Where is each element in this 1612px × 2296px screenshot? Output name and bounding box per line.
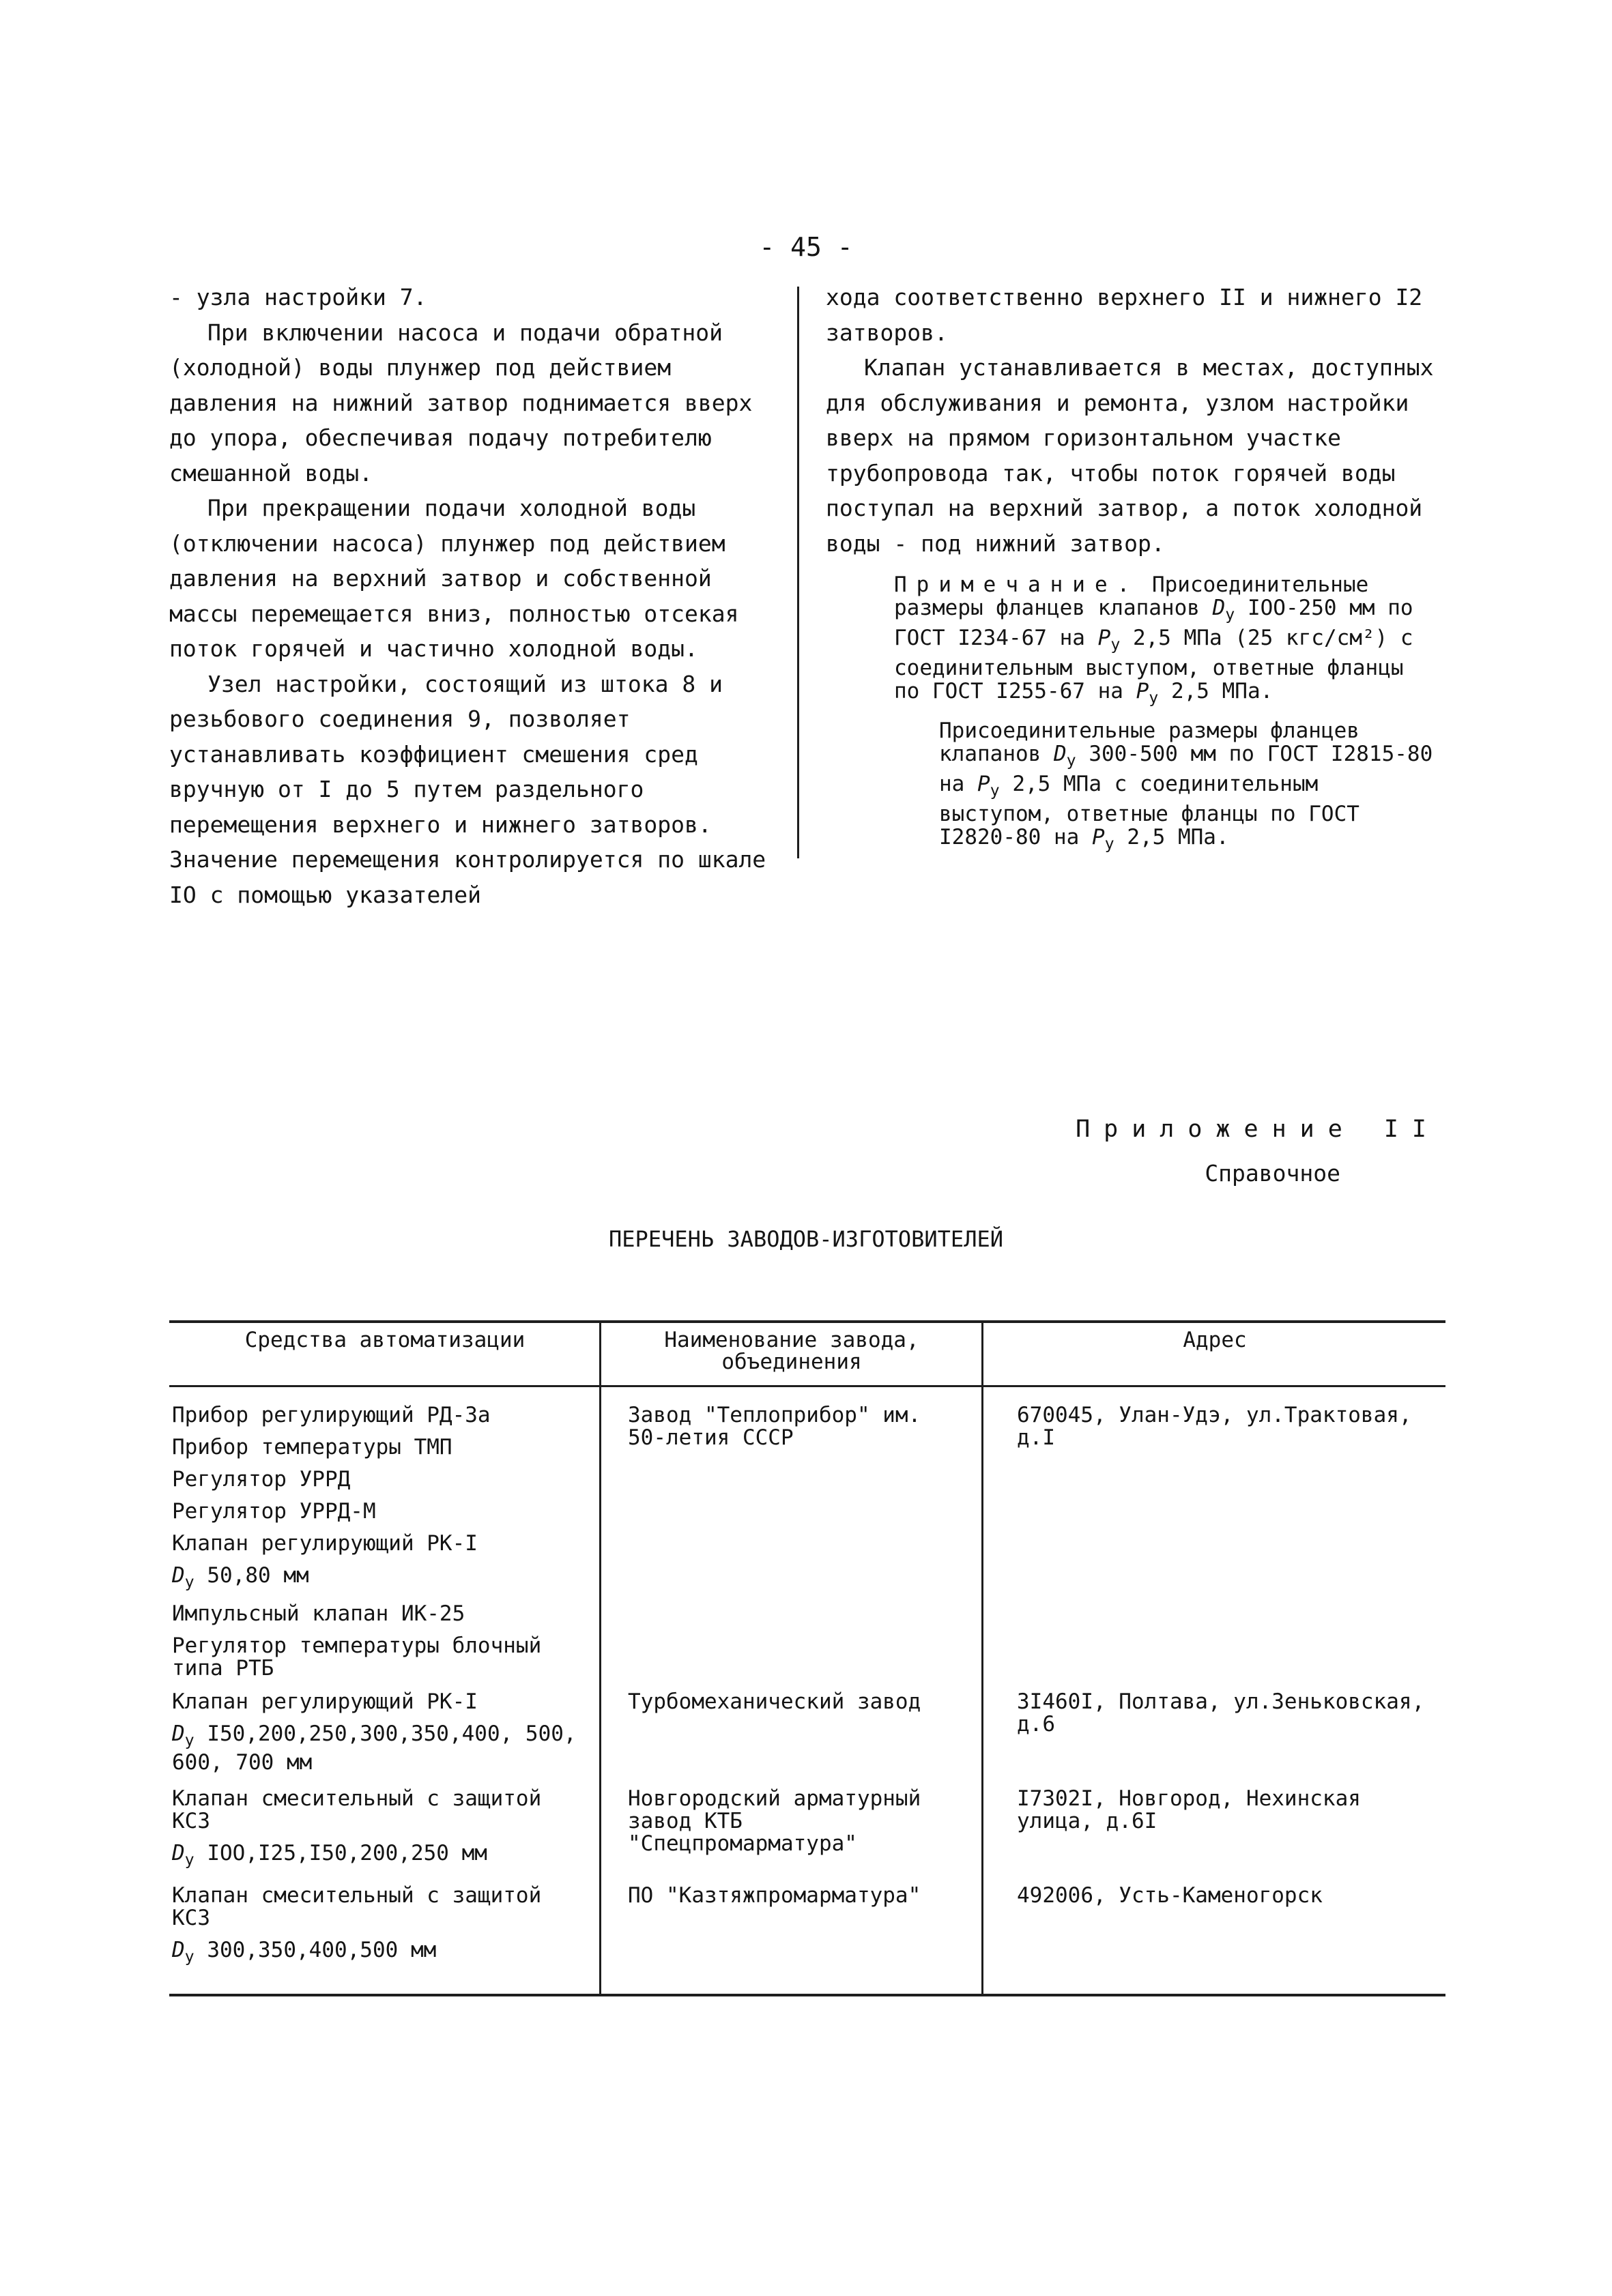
note-1-part-b: IOO-250 мм по ГОСТ I234-67 на [894,596,1413,650]
py-symbol: P [1097,625,1111,650]
table-row-1-item: Регулятор температуры блочный типа РТБ [172,1633,542,1681]
table-row-1-item: Импульсный клапан ИК-25 [172,1601,465,1626]
table-top-rule [169,1320,1445,1323]
table-row-3-sizes: IOO,I25,I50,200,250 мм [207,1841,487,1865]
table-row-1-item: Регулятор УРРД [172,1467,351,1492]
table-row-4-sizes: 300,350,400,500 мм [207,1938,437,1962]
py-symbol: P [1091,824,1105,849]
table-row-3-item: Клапан смесительный с защитой КСЗ [172,1786,542,1833]
table-header-address: Адрес [1183,1328,1247,1352]
dy-subscript: у [1066,751,1076,770]
table-header-factory: Наименование завода, объединения [664,1328,919,1374]
dy-subscript: у [184,1947,195,1966]
note-block [826,573,1440,856]
py-subscript: у [1110,635,1121,654]
dy-subscript: у [184,1730,195,1749]
table-row-4-means [172,1885,581,1968]
dy-symbol: D [172,1841,185,1865]
note-2-part-d: 2,5 МПа. [1127,824,1229,849]
note-1-part-d: 2,5 МПа. [1170,678,1273,703]
column-divider [797,287,799,858]
py-symbol: P [1136,678,1149,703]
appendix-title: Приложение II [1076,1116,1440,1143]
table-row-1-item [172,1565,581,1593]
note-2-part-c: 2,5 МПа с соединительным выступом, ответные фланцы по ГОСТ I2820-80 на [939,771,1359,849]
table-bottom-rule [169,1994,1445,1996]
table-column-rule-2 [981,1322,983,1995]
table-row-2-address: 3I460I, Полтава, ул.Зеньковская, д.6 [1017,1689,1425,1736]
dy-subscript: у [184,1850,195,1869]
dy-subscript: у [184,1572,195,1591]
right-column [826,280,1440,865]
table-row-2-factory: Турбомеханический завод [628,1689,921,1714]
table-row-2-item: Клапан регулирующий РК-I [172,1689,478,1714]
right-paragraph-1: хода соответственно верхнего II и нижнего I2 затворов. [826,284,1423,346]
dy-subscript: у [1225,605,1235,624]
table-row-1-item: Прибор регулирующий РД-3а [172,1403,491,1427]
table-row-1-item: Клапан регулирующий РК-I [172,1531,478,1556]
table-row-2-item [172,1723,581,1774]
table-row-4-item [172,1939,581,1968]
right-paragraph-2: Клапан устанавливается в местах, доступных для обслуживания и ремонта, узлом настройки вверх на прямом горизонтальном участке трубопровода так, чтобы поток горячей воды поступал на верхний затвор, а поток холодной воды - под нижний затвор. [826,354,1434,557]
table-row-1-address: 670045, Улан-Удэ, ул.Трактовая, д.I [1017,1403,1412,1450]
dy-symbol: D [1053,741,1067,766]
py-symbol: P [977,771,990,796]
page-number: - 45 - [759,232,853,262]
left-paragraph-2: При включении насоса и подачи обратной (холодной) воды плунжер под действием давления на нижний затвор поднимается вверх до упора, обеспечивая подачу потребителю смешанной воды. [169,319,753,486]
table-row-1-size: 50,80 мм [207,1563,309,1588]
manufacturers-list-title: ПЕРЕЧЕНЬ ЗАВОДОВ-ИЗГОТОВИТЕЛЕЙ [609,1226,1003,1252]
appendix-subtitle: Справочное [1205,1160,1340,1187]
left-paragraph-4: Узел настройки, состоящий из штока 8 и резьбового соединения 9, позволяет устанавливать коэффициент смешения сред вручную от I до 5 путем раздельного перемещения верхнего и нижнего затворов. Значение перемещения контролируется по шкале IO с помощью указателей [169,670,766,908]
left-paragraph-3: При прекращении подачи холодной воды (отключении насоса) плунжер под действием давления на верхний затвор и собственной массы перемещается вниз, полностью отсекая поток горячей и частично холодной воды. [169,495,739,662]
dy-symbol: D [1212,596,1226,620]
table-row-1-means [172,1404,581,1680]
py-subscript: у [1104,834,1114,853]
note-paragraph-2 [826,719,1440,856]
table-row-1-factory: Завод "Теплоприбор" им. 50-летия СССР [628,1403,921,1450]
table-row-3-address: I7302I, Новгород, Нехинская улица, д.6I [1017,1786,1361,1833]
note-label: Примечание. [894,572,1140,597]
left-column [169,280,770,912]
table-row-3-means [172,1788,581,1871]
table-row-4-factory: ПО "Казтяжпромарматура" [628,1883,921,1908]
table-header-means: Средства автоматизации [244,1328,526,1352]
py-subscript: у [1149,688,1159,707]
note-paragraph-1 [826,573,1440,710]
table-row-4-address: 492006, Усть-Каменогорск [1017,1883,1323,1908]
table-row-3-item [172,1842,581,1871]
py-subscript: у [990,781,1000,800]
left-paragraph-1: - узла настройки 7. [169,284,427,310]
note-2-part-b: 300-500 мм по ГОСТ I2815-80 на [939,741,1433,796]
dy-symbol: D [172,1563,185,1588]
table-row-3-factory: Новгородский арматурный завод КТБ "Спецпромарматура" [628,1786,921,1856]
table-row-2-means [172,1691,581,1774]
table-row-2-sizes: I50,200,250,300,350,400, 500, 600, 700 мм [172,1721,577,1775]
table-row-1-item: Регулятор УРРД-М [172,1499,376,1524]
table-column-rule-1 [599,1322,601,1995]
table-row-4-item: Клапан смесительный с защитой КСЗ [172,1883,542,1930]
note-2-part-a: Присоединительные размеры фланцев клапанов [939,718,1359,766]
note-1-part-c: 2,5 МПа (25 кгс/см²) с соединительным выступом, ответные фланцы по ГОСТ I255-67 на [894,625,1413,703]
table-header-rule [169,1385,1445,1387]
dy-symbol: D [172,1938,185,1962]
note-1-part-a: Присоединительные размеры фланцев клапанов [894,572,1369,620]
table-row-1-item: Прибор температуры ТМП [172,1435,452,1459]
dy-symbol: D [172,1721,185,1746]
